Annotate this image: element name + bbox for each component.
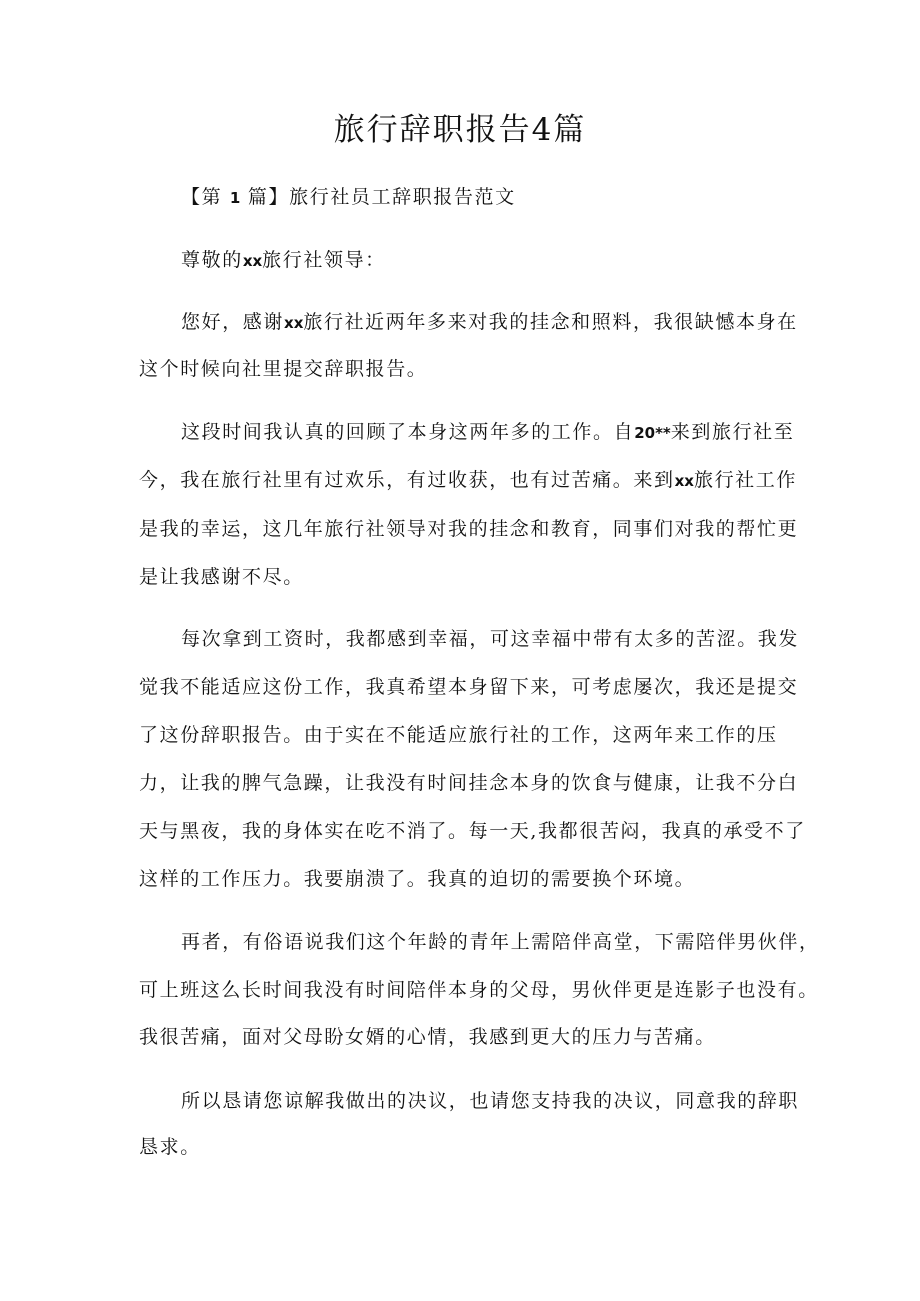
- paragraph-line: [139, 466, 797, 495]
- placeholder-text: xx: [284, 314, 304, 332]
- paragraph-line: 觉我不能适应这份工作，我真希望本身留下来，可考虑屡次，我还是提交: [139, 676, 799, 698]
- paragraph-line: 再者，有俗语说我们这个年龄的青年上需陪伴高堂，下需陪伴男伙伴，: [181, 931, 820, 953]
- placeholder-text: xx: [674, 472, 694, 490]
- paragraph-line: 是我的幸运，这几年旅行社领导对我的挂念和教育，同事们对我的帮忙更: [139, 518, 799, 540]
- paragraph-line: 天与黑夜，我的身体实在吃不消了。每一天,我都很苦闷，我真的承受不了: [139, 820, 806, 842]
- salutation-placeholder: xx: [242, 252, 263, 270]
- paragraph-line: 了这份辞职报告。由于实在不能适应旅行社的工作，这两年来工作的压: [139, 724, 778, 746]
- text-run: 您好，感谢: [181, 311, 285, 333]
- year-placeholder: 20**: [634, 424, 671, 442]
- paragraph-line: 所以恳请您谅解我做出的决议，也请您支持我的决议，同意我的辞职: [181, 1090, 800, 1112]
- paragraph-line: [181, 418, 794, 447]
- paragraph-line: 恳求。: [139, 1136, 201, 1158]
- text-run: 来到旅行社至: [670, 421, 795, 443]
- section-heading-open: 【第: [181, 186, 223, 208]
- paragraph-line: 是让我感谢不尽。: [139, 566, 304, 588]
- salutation: [181, 246, 386, 275]
- text-run: 这段时间我认真的回顾了本身这两年多的工作。自: [181, 421, 635, 443]
- paragraph-line: 可上班这么长时间我没有时间陪伴本身的父母，男伙伴更是连影子也没有。: [139, 979, 819, 1001]
- section-heading-number: 1: [229, 189, 241, 207]
- salutation-part: 尊敬的: [181, 249, 243, 271]
- document-title: 旅行辞职报告4篇: [333, 112, 587, 148]
- text-run: 旅行社近两年多来对我的挂念和照料，我很缺憾本身在: [303, 311, 798, 333]
- salutation-part: 旅行社领导：: [262, 249, 386, 271]
- paragraph-line: 每次拿到工资时，我都感到幸福，可这幸福中带有太多的苦涩。我发: [181, 628, 800, 650]
- section-heading: [181, 183, 516, 212]
- text-run: 旅行社工作: [693, 469, 797, 491]
- text-run: 今，我在旅行社里有过欢乐，有过收获，也有过苦痛。来到: [139, 469, 675, 491]
- paragraph-line: 这样的工作压力。我要崩溃了。我真的迫切的需要换个环境。: [139, 868, 696, 890]
- paragraph-line: 力，让我的脾气急躁，让我没有时间挂念本身的饮食与健康，让我不分白: [139, 772, 799, 794]
- section-heading-text: 篇】旅行社员工辞职报告范文: [247, 186, 516, 208]
- paragraph-line: 这个时候向社里提交辞职报告。: [139, 358, 428, 380]
- paragraph-line: 我很苦痛，面对父母盼女婿的心情，我感到更大的压力与苦痛。: [139, 1026, 716, 1048]
- paragraph-line: [181, 308, 798, 337]
